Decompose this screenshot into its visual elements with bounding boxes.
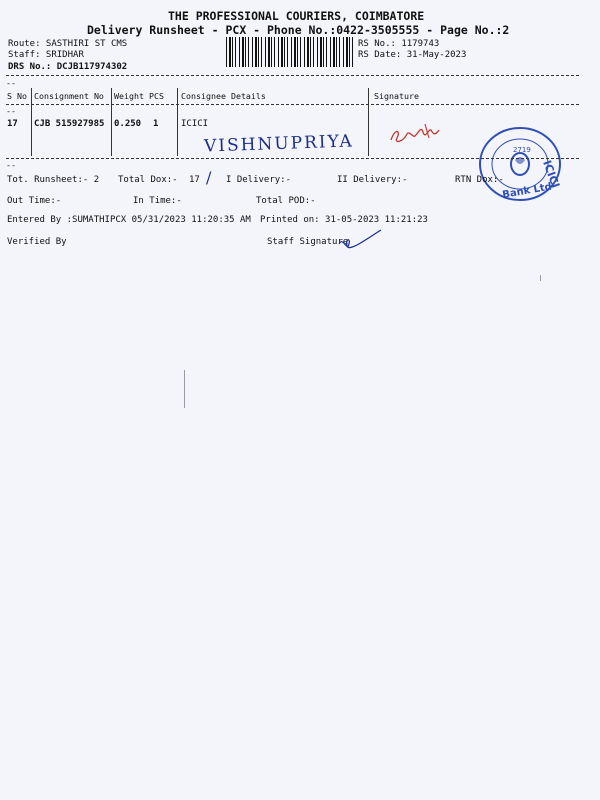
row-sno: 17 <box>7 119 18 129</box>
total-dox-label: Total Dox:- <box>118 175 178 185</box>
rtn-dox: RTN Dox:- <box>455 175 504 185</box>
scan-mark <box>184 370 185 408</box>
divider <box>6 75 579 76</box>
row-pcs: 1 <box>153 119 159 129</box>
column-header-consignment: Consignment No <box>34 91 104 101</box>
verified-by: Verified By <box>7 237 67 247</box>
svg-text:Bank Ltd: Bank Ltd <box>501 181 553 201</box>
drs-number: DRS No.: DCJB117974302 <box>8 62 128 72</box>
entered-by: Entered By :SUMATHIPCX 05/31/2023 11:20:35 AM <box>7 215 251 225</box>
column-header-weight: Weight <box>114 91 144 101</box>
barcode <box>226 37 354 67</box>
total-runsheet: Tot. Runsheet:- 2 <box>7 175 100 185</box>
total-pod: Total POD:- <box>256 196 316 206</box>
out-time: Out Time:- <box>7 196 62 206</box>
staff-signature-label: Staff Signature <box>267 237 349 247</box>
svg-text:ICICI: ICICI <box>540 158 563 190</box>
staff-signature-scribble <box>335 226 385 254</box>
row-consignee: ICICI <box>181 119 209 129</box>
scan-mark <box>540 275 541 281</box>
runsheet-subtitle: Delivery Runsheet - PCX - Phone No.:0422-3505555 - Page No.:2 <box>87 23 510 37</box>
in-time: In Time:- <box>133 196 182 206</box>
ii-delivery: II Delivery:- <box>337 175 408 185</box>
bank-seal-stamp <box>475 124 565 204</box>
column-divider <box>111 88 112 156</box>
column-divider <box>177 88 178 156</box>
printed-on: Printed on: 31-05-2023 11:21:23 <box>260 215 428 225</box>
rs-date: RS Date: 31-May-2023 <box>358 50 467 60</box>
row-weight: 0.250 <box>114 119 142 129</box>
rs-number: RS No.: 1179743 <box>358 39 440 49</box>
i-delivery: I Delivery:- <box>226 175 292 185</box>
column-header-signature: Signature <box>374 91 419 101</box>
column-header-sno: S No <box>7 91 27 101</box>
column-divider <box>368 88 369 156</box>
divider <box>6 158 579 159</box>
route: Route: SASTHIRI ST CMS <box>8 39 128 49</box>
company-name: THE PROFESSIONAL COURIERS, COIMBATORE <box>168 9 425 23</box>
staff: Staff: SRIDHAR <box>8 50 84 60</box>
divider <box>6 104 579 105</box>
column-header-pcs: PCS <box>149 91 164 101</box>
svg-text:2719: 2719 <box>513 146 531 154</box>
column-divider <box>31 88 32 156</box>
signature-scribble <box>385 118 450 150</box>
row-consignment: CJB 515927985 <box>34 119 105 129</box>
total-dox-value: 17 <box>189 175 200 185</box>
receiver-name-handwriting: VISHNUPRIYA <box>203 131 355 157</box>
handwritten-check: / <box>206 168 212 187</box>
column-header-consignee: Consignee Details <box>181 91 266 101</box>
